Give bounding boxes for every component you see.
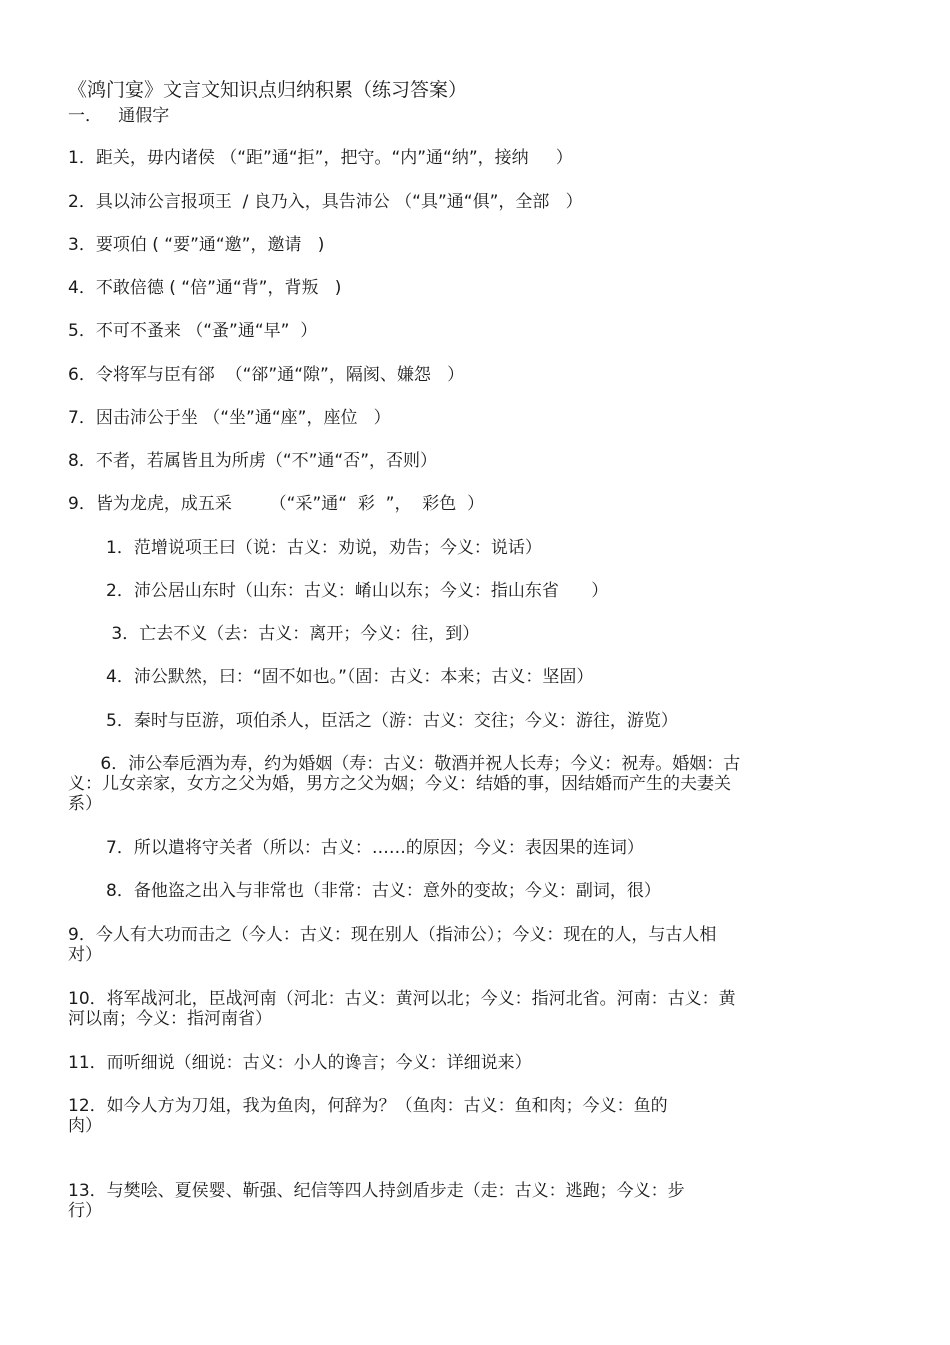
list-item-line: 行） [68, 1201, 102, 1221]
list-item-line: 6．沛公奉卮酒为寿，约为婚姻（寿：古义：敬酒并祝人长寿；今义：祝寿。婚姻：古 [68, 754, 741, 774]
list-item: 11．而听细说（细说：古义：小人的谗言；今义：详细说来） [68, 1053, 532, 1073]
list-item: 8．不者，若属皆且为所虏（“不”通“否”，否则） [68, 451, 438, 471]
list-item: 8．备他盗之出入与非常也（非常：古义：意外的变故；今义：副词，很） [106, 881, 661, 901]
list-item-line: 系） [68, 794, 102, 814]
list-item: 4．沛公默然，曰：“固不如也。”（固：古义：本来；古义：坚固） [106, 667, 594, 687]
list-item-line: 河以南；今义：指河南省） [68, 1009, 272, 1029]
list-item-line: 13．与樊哙、夏侯婴、靳强、纪信等四人持剑盾步走（走：古义：逃跑；今义：步 [68, 1181, 685, 1201]
list-item: 6．令将军与臣有郤 （“郤”通“隙”，隔阂、嫌怨 ） [68, 365, 465, 385]
list-item-line: 10．将军战河北，臣战河南（河北：古义：黄河以北；今义：指河北省。河南：古义：黄 [68, 989, 736, 1009]
list-item-line: 9．今人有大功而击之（今人：古义：现在别人（指沛公）；今义：现在的人，与古人相 [68, 925, 717, 945]
page-title: 《鸿门宴》文言文知识点归纳积累（练习答案） [68, 79, 468, 101]
list-item: 7．所以遣将守关者（所以：古义：……的原因；今义：表因果的连词） [106, 838, 644, 858]
list-item: 9．皆为龙虎，成五采 （“采”通“ 彩 ”， 彩色 ） [68, 494, 485, 514]
list-item: 2．沛公居山东时（山东：古义：崤山以东；今义：指山东省 ） [106, 581, 609, 601]
list-item: 4．不敢倍德 ( “倍”通“背”，背叛 ) [68, 278, 342, 298]
list-item-line: 12．如今人方为刀俎，我为鱼肉，何辞为？（鱼肉：古义：鱼和肉；今义：鱼的 [68, 1096, 668, 1116]
list-item: 5．秦时与臣游，项伯杀人，臣活之（游：古义：交往；今义：游往，游览） [106, 711, 678, 731]
section-heading-tongjia: 一． 通假字 [68, 106, 170, 126]
list-item: 3．亡去不义（去：古义：离开；今义：往，到） [106, 624, 480, 644]
list-item-line: 义：儿女亲家，女方之父为婚，男方之父为姻；今义：结婚的事，因结婚而产生的夫妻关 [68, 774, 731, 794]
list-item: 7．因击沛公于坐 （“坐”通“座”，座位 ） [68, 408, 391, 428]
list-item-line: 对） [68, 945, 102, 965]
list-item: 1．距关，毋内诸侯 （“距”通“拒”，把守。“内”通“纳”，接纳 ） [68, 148, 573, 168]
list-item: 3．要项伯 ( “要”通“邀”，邀请 ) [68, 235, 325, 255]
list-item: 1．范增说项王曰（说：古义：劝说，劝告；今义：说话） [106, 538, 542, 558]
list-item: 5．不可不蚤来 （“蚤”通“早” ） [68, 321, 318, 341]
list-item-line: 肉） [68, 1116, 102, 1136]
list-item: 2．具以沛公言报项王 / 良乃入，具告沛公 （“具”通“俱”，全部 ） [68, 192, 583, 212]
